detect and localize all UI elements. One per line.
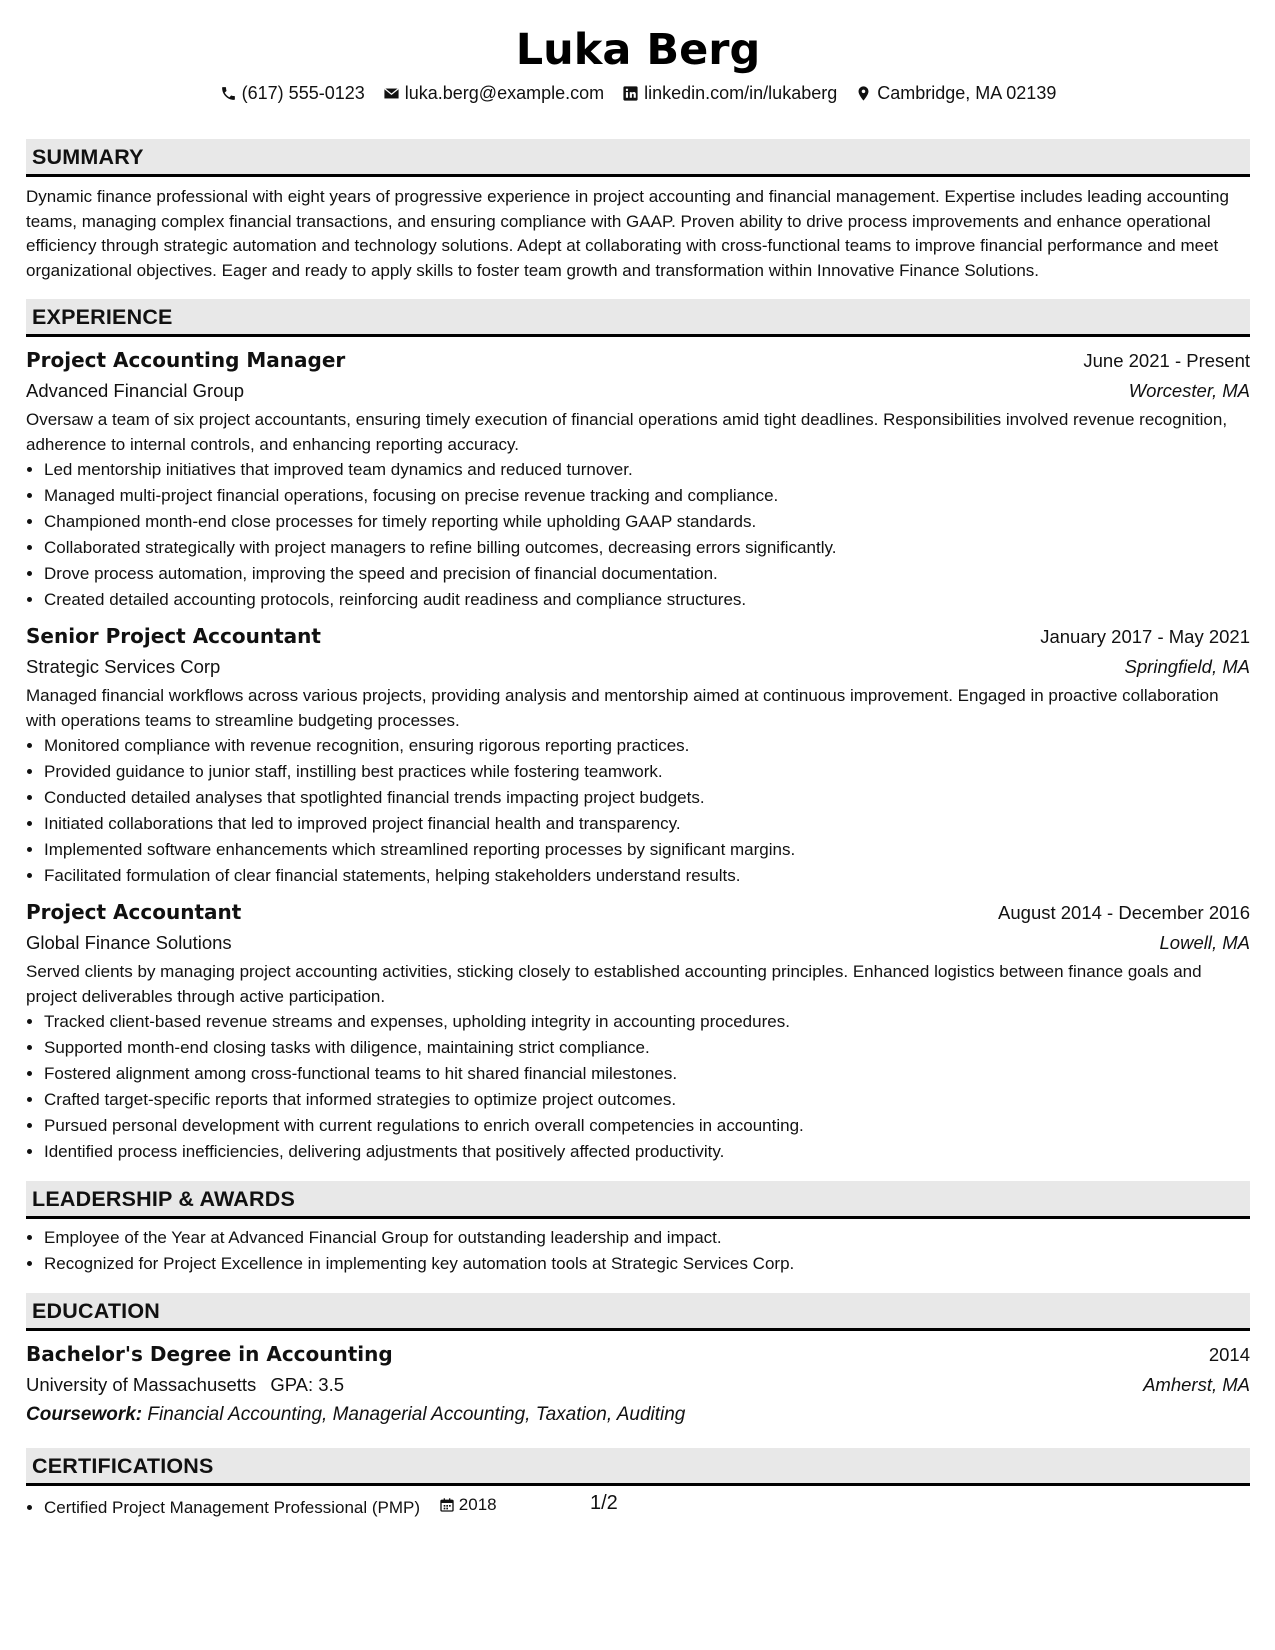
summary-heading: SUMMARY (26, 139, 1250, 177)
list-item: • Drove process automation, improving the speed and precision of financial documentation. (44, 561, 1250, 587)
candidate-name: Luka Berg (515, 25, 761, 75)
location-text: Cambridge, MA 02139 (877, 82, 1057, 103)
job-title: Project Accounting Manager (26, 348, 346, 372)
envelope-icon (383, 85, 400, 102)
job-company-row (26, 928, 1250, 958)
coursework-text: Financial Accounting, Managerial Accounting, Taxation, Auditing (147, 1404, 686, 1425)
list-item: • Created detailed accounting protocols, reinforcing audit readiness and compliance structures. (44, 587, 1250, 613)
job-dates: August 2014 - December 2016 (998, 902, 1250, 923)
cert-date (439, 1492, 497, 1518)
list-item: • Fostered alignment among cross-functional teams to hit shared financial milestones. (44, 1061, 1250, 1087)
school-name: University of Massachusetts (26, 1374, 257, 1395)
job-title-row (26, 897, 1250, 928)
job-company: Advanced Financial Group (26, 380, 245, 401)
education-entry (26, 1339, 1250, 1430)
education-heading: EDUCATION (26, 1293, 1250, 1331)
linkedin-link[interactable]: linkedin.com/in/lukaberg (644, 82, 838, 103)
coursework-line (26, 1400, 1250, 1430)
summary-text: Dynamic finance professional with eight years of progressive experience in project accounting and financial management. Expertise includes leading accounting teams, managing complex financial transactions, and ensuring compliance with GAAP. Proven ability to drive process improvements and enhance operational efficiency through strategic automation and technology solutions. Adept at collaborating with cross-functional teams to improve financial performance and meet organizational objectives. Eager and ready to apply skills to foster team growth and transformation within Innovative Finance Solutions. (26, 187, 1229, 280)
list-item: • Provided guidance to junior staff, instilling best practices while fostering teamwork. (44, 759, 1250, 785)
list-item: • Pursued personal development with current regulations to enrich overall competencies in accounting. (44, 1113, 1250, 1139)
job-dates: January 2017 - May 2021 (1040, 626, 1250, 647)
school-line (26, 1370, 344, 1400)
job-entry (26, 345, 1250, 613)
list-item: • Facilitated formulation of clear financial statements, helping stakeholders understand results. (44, 863, 1250, 889)
contact-location (855, 83, 1056, 104)
list-item: • Led mentorship initiatives that improved team dynamics and reduced turnover. (44, 457, 1250, 483)
degree-title: Bachelor's Degree in Accounting (26, 1342, 393, 1366)
list-item: • Identified process inefficiencies, delivering adjustments that positively affected productivity. (44, 1139, 1250, 1165)
job-title-row (26, 345, 1250, 376)
contact-bar (26, 80, 1250, 106)
job-location: Springfield, MA (1124, 656, 1250, 677)
list-item: • Initiated collaborations that led to improved project financial health and transparency. (44, 811, 1250, 837)
map-pin-icon (855, 85, 872, 102)
job-bullets (26, 1009, 1250, 1165)
contact-email[interactable] (383, 83, 604, 104)
job-title: Project Accountant (26, 900, 242, 924)
list-item: • Monitored compliance with revenue recognition, ensuring rigorous reporting practices. (44, 733, 1250, 759)
calendar-icon (439, 1497, 455, 1513)
certifications-heading: CERTIFICATIONS (26, 1448, 1250, 1486)
job-location: Lowell, MA (1159, 932, 1250, 953)
list-item: • Implemented software enhancements which streamlined reporting processes by significant margins. (44, 837, 1250, 863)
job-dates: June 2021 - Present (1083, 350, 1250, 371)
school-location: Amherst, MA (1143, 1374, 1250, 1395)
cert-name: Certified Project Management Professional (PMP) (44, 1498, 421, 1517)
job-description: Managed financial workflows across various projects, providing analysis and mentorship aimed at continuous improvement. Engaged in proactive collaboration with operations teams to streamline budgeting processes. (26, 686, 1219, 730)
job-location: Worcester, MA (1128, 380, 1250, 401)
list-item: • Crafted target-specific reports that informed strategies to optimize project outcomes. (44, 1087, 1250, 1113)
list-item: • Collaborated strategically with project managers to refine billing outcomes, decreasing errors significantly. (44, 535, 1250, 561)
phone-icon (220, 85, 237, 102)
certifications-list (26, 1492, 1250, 1521)
job-description: Oversaw a team of six project accountants, ensuring timely execution of financial operations amid tight deadlines. Responsibilities involved revenue recognition, adherence to internal controls, and enhancing reporting accuracy. (26, 410, 1228, 454)
job-title: Senior Project Accountant (26, 624, 321, 648)
list-item (44, 1492, 1250, 1521)
linkedin-icon (622, 85, 639, 102)
degree-year: 2014 (1208, 1344, 1250, 1365)
list-item: • Tracked client-based revenue streams and expenses, upholding integrity in accounting procedures. (44, 1009, 1250, 1035)
school-row (26, 1370, 1250, 1400)
list-item: • Recognized for Project Excellence in implementing key automation tools at Strategic Services Corp. (44, 1251, 1250, 1277)
job-company: Global Finance Solutions (26, 932, 232, 953)
list-item: • Championed month-end close processes for timely reporting while upholding GAAP standards. (44, 509, 1250, 535)
job-company: Strategic Services Corp (26, 656, 221, 677)
experience-heading: EXPERIENCE (26, 299, 1250, 337)
page-number: 1/2 (590, 1492, 618, 1514)
coursework-label: Coursework: (26, 1404, 143, 1425)
gpa-text: GPA: 3.5 (270, 1374, 345, 1395)
job-company-row (26, 652, 1250, 682)
awards-heading: LEADERSHIP & AWARDS (26, 1181, 1250, 1219)
job-entry (26, 621, 1250, 889)
job-title-row (26, 621, 1250, 652)
job-bullets (26, 733, 1250, 889)
list-item: • Supported month-end closing tasks with diligence, maintaining strict compliance. (44, 1035, 1250, 1061)
contact-phone (220, 83, 365, 104)
list-item: • Managed multi-project financial operations, focusing on precise revenue tracking and compliance. (44, 483, 1250, 509)
phone-text: (617) 555-0123 (241, 82, 365, 103)
cert-year: 2018 (458, 1495, 497, 1514)
email-link[interactable]: luka.berg@example.com (404, 82, 605, 103)
job-description: Served clients by managing project accounting activities, sticking closely to established accounting principles. Enhanced logistics between finance goals and project deliverables through active participation. (26, 962, 1202, 1006)
degree-row (26, 1339, 1250, 1370)
resume-page (26, 0, 1250, 1521)
list-item: • Employee of the Year at Advanced Financial Group for outstanding leadership and impact. (44, 1225, 1250, 1251)
job-bullets (26, 457, 1250, 613)
contact-linkedin[interactable] (622, 83, 837, 104)
job-company-row (26, 376, 1250, 406)
list-item: • Conducted detailed analyses that spotlighted financial trends impacting project budgets. (44, 785, 1250, 811)
awards-list (26, 1225, 1250, 1277)
job-entry (26, 897, 1250, 1165)
